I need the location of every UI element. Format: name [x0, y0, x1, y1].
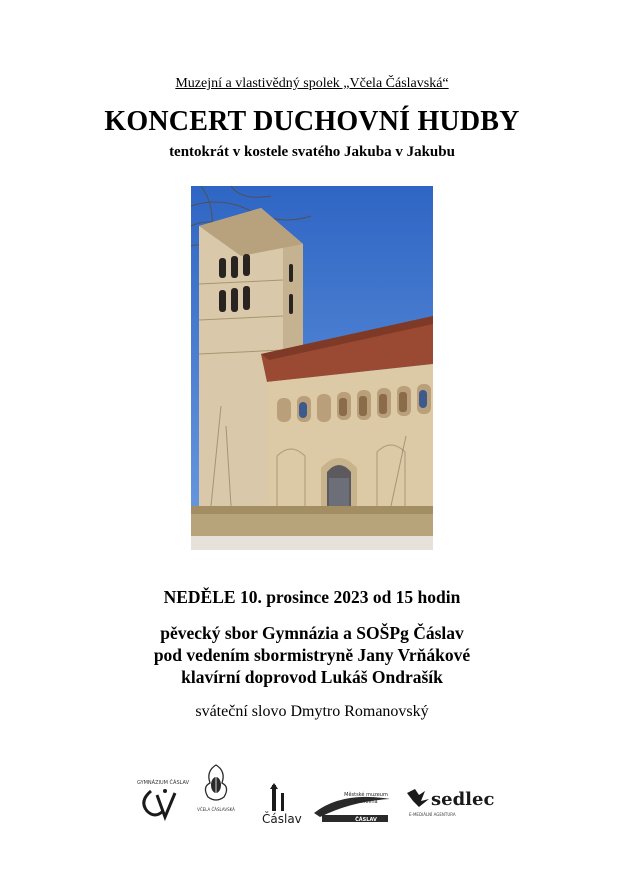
- church-photo: [191, 186, 433, 550]
- performers: [0, 622, 624, 688]
- caslav-logo: [262, 783, 302, 827]
- svg-text:ČÁSLAV: ČÁSLAV: [355, 817, 377, 823]
- vcela-caslavska-logo: [196, 761, 236, 823]
- svg-text:GYMNÁZIUM ČÁSLAV: GYMNÁZIUM ČÁSLAV: [136, 780, 190, 786]
- svg-text:VČELA ČÁSLAVSKÁ: VČELA ČÁSLAVSKÁ: [197, 807, 235, 812]
- organizer-line: Muzejní a vlastivědný spolek „Včela Čáslavská“: [175, 76, 449, 91]
- sedlec-logo: [405, 785, 495, 819]
- svg-text:Čáslav: Čáslav: [262, 812, 302, 826]
- page-title: KONCERT DUCHOVNÍ HUDBY: [104, 106, 520, 137]
- event-date: NEDĚLE 10. prosince 2023 od 15 hodin: [163, 587, 461, 607]
- gymnazium-logo: [133, 777, 193, 825]
- sponsor-logos: [0, 755, 624, 825]
- performer-line-piano: klavírní doprovod Lukáš Ondrašík: [181, 667, 443, 687]
- page-subtitle: tentokrát v kostele svatého Jakuba v Jakubu: [169, 144, 455, 160]
- svg-text:Knihovna: Knihovna: [354, 799, 378, 805]
- performer-line-conductor: pod vedením sbormistryně Jany Vrňákové: [153, 645, 471, 665]
- performer-line-choir: pěvecký sbor Gymnázia a SOŠPg Čáslav: [160, 623, 464, 643]
- svg-text:E-MEDIÁLNÍ AGENTURA: E-MEDIÁLNÍ AGENTURA: [409, 812, 456, 817]
- festive-speech: sváteční slovo Dmytro Romanovský: [195, 703, 429, 720]
- museum-library-logo: [312, 787, 392, 823]
- svg-text:Městské muzeum: Městské muzeum: [344, 792, 388, 798]
- svg-text:sedlec: sedlec: [431, 789, 495, 810]
